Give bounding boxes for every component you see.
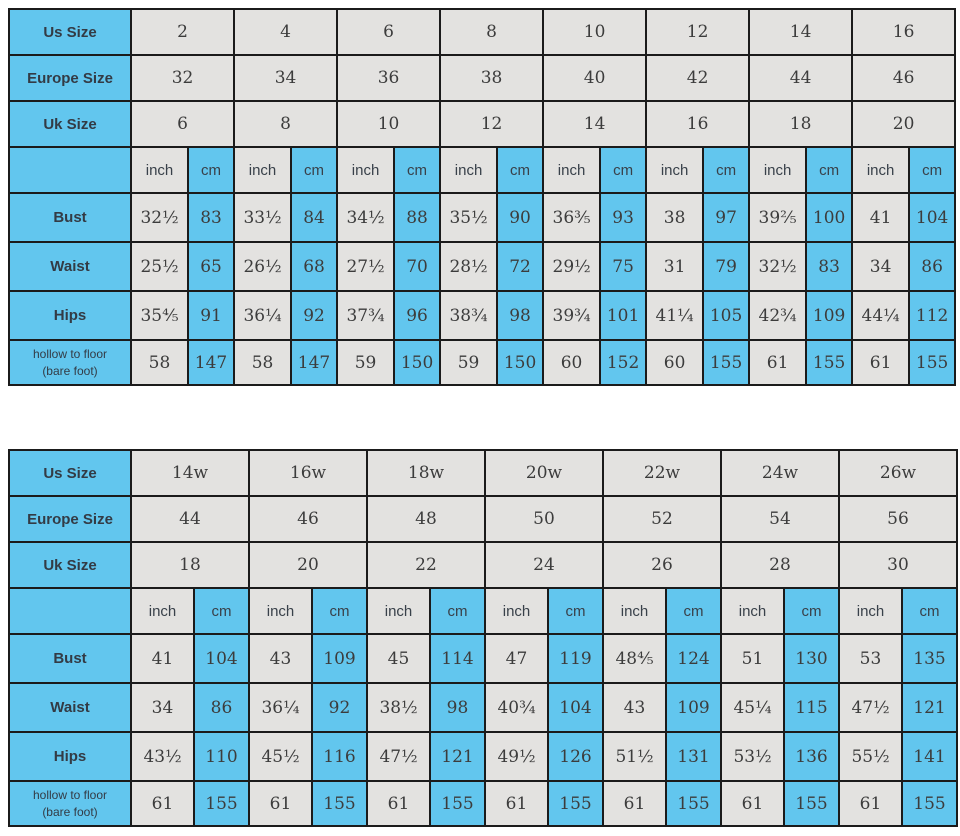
cm-value: 75 bbox=[600, 242, 646, 291]
size-value: 54 bbox=[721, 496, 839, 542]
inch-value: 32½ bbox=[749, 242, 806, 291]
size-value: 6 bbox=[337, 9, 440, 55]
inch-value: 37¾ bbox=[337, 291, 394, 340]
inch-value: 40¾ bbox=[485, 683, 548, 732]
size-value: 28 bbox=[721, 542, 839, 588]
row-label: Waist bbox=[9, 242, 131, 291]
cm-value: 150 bbox=[497, 340, 543, 385]
row-label: Bust bbox=[9, 193, 131, 242]
size-chart-table-standard bbox=[8, 8, 956, 386]
size-row bbox=[9, 496, 957, 542]
inch-value: 59 bbox=[440, 340, 497, 385]
size-value: 12 bbox=[440, 101, 543, 147]
cm-value: 92 bbox=[312, 683, 367, 732]
cm-value: 155 bbox=[784, 781, 839, 826]
inch-value: 58 bbox=[234, 340, 291, 385]
cm-value: 115 bbox=[784, 683, 839, 732]
size-value: 14w bbox=[131, 450, 249, 496]
size-value: 26 bbox=[603, 542, 721, 588]
cm-header: cm bbox=[194, 588, 249, 634]
row-label: Uk Size bbox=[9, 101, 131, 147]
row-label: Europe Size bbox=[9, 496, 131, 542]
cm-value: 155 bbox=[666, 781, 721, 826]
inch-value: 38½ bbox=[367, 683, 430, 732]
inch-value: 41¼ bbox=[646, 291, 703, 340]
measurement-row bbox=[9, 291, 955, 340]
inch-header: inch bbox=[749, 147, 806, 193]
cm-header: cm bbox=[600, 147, 646, 193]
inch-value: 34 bbox=[852, 242, 909, 291]
cm-value: 97 bbox=[703, 193, 749, 242]
cm-value: 155 bbox=[902, 781, 957, 826]
inch-value: 45¼ bbox=[721, 683, 784, 732]
inch-value: 36⅗ bbox=[543, 193, 600, 242]
measurement-row bbox=[9, 683, 957, 732]
cm-header: cm bbox=[784, 588, 839, 634]
cm-value: 98 bbox=[497, 291, 543, 340]
inch-header: inch bbox=[131, 588, 194, 634]
unit-row-label bbox=[9, 588, 131, 634]
row-label: Hips bbox=[9, 732, 131, 781]
inch-header: inch bbox=[721, 588, 784, 634]
cm-value: 152 bbox=[600, 340, 646, 385]
size-value: 20w bbox=[485, 450, 603, 496]
size-value: 42 bbox=[646, 55, 749, 101]
unit-row-label bbox=[9, 147, 131, 193]
row-label: Hips bbox=[9, 291, 131, 340]
cm-header: cm bbox=[188, 147, 234, 193]
inch-value: 47 bbox=[485, 634, 548, 683]
cm-value: 130 bbox=[784, 634, 839, 683]
size-value: 44 bbox=[749, 55, 852, 101]
cm-value: 147 bbox=[291, 340, 337, 385]
unit-header-row bbox=[9, 147, 955, 193]
size-row bbox=[9, 9, 955, 55]
cm-value: 109 bbox=[312, 634, 367, 683]
inch-value: 59 bbox=[337, 340, 394, 385]
cm-value: 112 bbox=[909, 291, 955, 340]
cm-header: cm bbox=[703, 147, 749, 193]
inch-value: 34½ bbox=[337, 193, 394, 242]
inch-header: inch bbox=[543, 147, 600, 193]
cm-header: cm bbox=[806, 147, 852, 193]
cm-header: cm bbox=[394, 147, 440, 193]
size-value: 16 bbox=[852, 9, 955, 55]
cm-value: 92 bbox=[291, 291, 337, 340]
cm-value: 150 bbox=[394, 340, 440, 385]
size-value: 40 bbox=[543, 55, 646, 101]
inch-header: inch bbox=[485, 588, 548, 634]
size-value: 10 bbox=[543, 9, 646, 55]
cm-value: 155 bbox=[806, 340, 852, 385]
row-label: Us Size bbox=[9, 450, 131, 496]
row-label: Uk Size bbox=[9, 542, 131, 588]
cm-value: 84 bbox=[291, 193, 337, 242]
cm-value: 126 bbox=[548, 732, 603, 781]
size-value: 10 bbox=[337, 101, 440, 147]
cm-header: cm bbox=[312, 588, 367, 634]
size-value: 36 bbox=[337, 55, 440, 101]
cm-value: 114 bbox=[430, 634, 485, 683]
inch-value: 48⅘ bbox=[603, 634, 666, 683]
row-label: Europe Size bbox=[9, 55, 131, 101]
size-value: 6 bbox=[131, 101, 234, 147]
cm-value: 100 bbox=[806, 193, 852, 242]
size-value: 14 bbox=[749, 9, 852, 55]
inch-value: 26½ bbox=[234, 242, 291, 291]
inch-value: 41 bbox=[852, 193, 909, 242]
cm-value: 65 bbox=[188, 242, 234, 291]
inch-value: 47½ bbox=[839, 683, 902, 732]
cm-value: 155 bbox=[703, 340, 749, 385]
inch-header: inch bbox=[367, 588, 430, 634]
row-label: Waist bbox=[9, 683, 131, 732]
size-value: 8 bbox=[440, 9, 543, 55]
cm-header: cm bbox=[430, 588, 485, 634]
inch-header: inch bbox=[337, 147, 394, 193]
cm-value: 155 bbox=[430, 781, 485, 826]
cm-value: 155 bbox=[909, 340, 955, 385]
size-value: 34 bbox=[234, 55, 337, 101]
inch-value: 53 bbox=[839, 634, 902, 683]
unit-header-row bbox=[9, 588, 957, 634]
inch-value: 60 bbox=[646, 340, 703, 385]
inch-header: inch bbox=[839, 588, 902, 634]
size-value: 22w bbox=[603, 450, 721, 496]
size-row bbox=[9, 101, 955, 147]
cm-value: 98 bbox=[430, 683, 485, 732]
cm-value: 136 bbox=[784, 732, 839, 781]
inch-value: 58 bbox=[131, 340, 188, 385]
inch-value: 43½ bbox=[131, 732, 194, 781]
size-value: 18w bbox=[367, 450, 485, 496]
inch-value: 28½ bbox=[440, 242, 497, 291]
cm-value: 68 bbox=[291, 242, 337, 291]
cm-value: 109 bbox=[806, 291, 852, 340]
cm-value: 101 bbox=[600, 291, 646, 340]
cm-header: cm bbox=[666, 588, 721, 634]
size-value: 2 bbox=[131, 9, 234, 55]
size-value: 8 bbox=[234, 101, 337, 147]
size-value: 14 bbox=[543, 101, 646, 147]
inch-header: inch bbox=[131, 147, 188, 193]
measurement-row bbox=[9, 242, 955, 291]
measurement-row bbox=[9, 781, 957, 826]
size-value: 20 bbox=[249, 542, 367, 588]
size-value: 38 bbox=[440, 55, 543, 101]
inch-value: 61 bbox=[249, 781, 312, 826]
size-value: 16 bbox=[646, 101, 749, 147]
size-value: 22 bbox=[367, 542, 485, 588]
row-label: hollow to floor (bare foot) bbox=[9, 340, 131, 385]
inch-value: 39⅖ bbox=[749, 193, 806, 242]
inch-header: inch bbox=[440, 147, 497, 193]
size-row bbox=[9, 542, 957, 588]
cm-value: 116 bbox=[312, 732, 367, 781]
inch-value: 42¾ bbox=[749, 291, 806, 340]
size-value: 56 bbox=[839, 496, 957, 542]
inch-value: 32½ bbox=[131, 193, 188, 242]
cm-value: 121 bbox=[430, 732, 485, 781]
inch-value: 53½ bbox=[721, 732, 784, 781]
row-label: Bust bbox=[9, 634, 131, 683]
measurement-row bbox=[9, 732, 957, 781]
cm-value: 155 bbox=[194, 781, 249, 826]
inch-value: 35½ bbox=[440, 193, 497, 242]
inch-value: 61 bbox=[852, 340, 909, 385]
cm-header: cm bbox=[902, 588, 957, 634]
size-value: 24w bbox=[721, 450, 839, 496]
inch-value: 61 bbox=[131, 781, 194, 826]
cm-value: 147 bbox=[188, 340, 234, 385]
measurement-row bbox=[9, 340, 955, 385]
inch-value: 61 bbox=[839, 781, 902, 826]
inch-header: inch bbox=[646, 147, 703, 193]
inch-value: 51½ bbox=[603, 732, 666, 781]
size-value: 52 bbox=[603, 496, 721, 542]
row-label: hollow to floor (bare foot) bbox=[9, 781, 131, 826]
cm-value: 93 bbox=[600, 193, 646, 242]
size-value: 46 bbox=[852, 55, 955, 101]
cm-header: cm bbox=[548, 588, 603, 634]
inch-value: 36¼ bbox=[234, 291, 291, 340]
inch-value: 41 bbox=[131, 634, 194, 683]
cm-value: 104 bbox=[548, 683, 603, 732]
cm-value: 110 bbox=[194, 732, 249, 781]
inch-header: inch bbox=[852, 147, 909, 193]
cm-value: 105 bbox=[703, 291, 749, 340]
cm-value: 79 bbox=[703, 242, 749, 291]
size-row bbox=[9, 450, 957, 496]
cm-value: 124 bbox=[666, 634, 721, 683]
size-value: 48 bbox=[367, 496, 485, 542]
cm-header: cm bbox=[497, 147, 543, 193]
row-label: Us Size bbox=[9, 9, 131, 55]
cm-value: 96 bbox=[394, 291, 440, 340]
size-row bbox=[9, 55, 955, 101]
inch-value: 33½ bbox=[234, 193, 291, 242]
size-value: 26w bbox=[839, 450, 957, 496]
size-value: 46 bbox=[249, 496, 367, 542]
cm-value: 135 bbox=[902, 634, 957, 683]
inch-value: 35⅘ bbox=[131, 291, 188, 340]
size-value: 18 bbox=[749, 101, 852, 147]
inch-value: 27½ bbox=[337, 242, 394, 291]
cm-value: 90 bbox=[497, 193, 543, 242]
inch-header: inch bbox=[234, 147, 291, 193]
cm-value: 70 bbox=[394, 242, 440, 291]
size-value: 30 bbox=[839, 542, 957, 588]
measurement-row bbox=[9, 634, 957, 683]
inch-value: 29½ bbox=[543, 242, 600, 291]
cm-value: 155 bbox=[312, 781, 367, 826]
inch-value: 61 bbox=[721, 781, 784, 826]
inch-value: 61 bbox=[367, 781, 430, 826]
cm-value: 83 bbox=[806, 242, 852, 291]
inch-value: 25½ bbox=[131, 242, 188, 291]
size-value: 4 bbox=[234, 9, 337, 55]
size-value: 16w bbox=[249, 450, 367, 496]
cm-value: 86 bbox=[194, 683, 249, 732]
inch-value: 34 bbox=[131, 683, 194, 732]
inch-value: 31 bbox=[646, 242, 703, 291]
cm-value: 131 bbox=[666, 732, 721, 781]
cm-value: 88 bbox=[394, 193, 440, 242]
inch-value: 61 bbox=[749, 340, 806, 385]
inch-value: 49½ bbox=[485, 732, 548, 781]
cm-value: 141 bbox=[902, 732, 957, 781]
inch-value: 36¼ bbox=[249, 683, 312, 732]
inch-header: inch bbox=[603, 588, 666, 634]
inch-value: 43 bbox=[603, 683, 666, 732]
cm-value: 104 bbox=[194, 634, 249, 683]
size-value: 12 bbox=[646, 9, 749, 55]
size-value: 20 bbox=[852, 101, 955, 147]
inch-value: 45 bbox=[367, 634, 430, 683]
size-value: 18 bbox=[131, 542, 249, 588]
inch-value: 61 bbox=[485, 781, 548, 826]
cm-value: 121 bbox=[902, 683, 957, 732]
size-value: 44 bbox=[131, 496, 249, 542]
size-value: 24 bbox=[485, 542, 603, 588]
cm-header: cm bbox=[291, 147, 337, 193]
cm-value: 109 bbox=[666, 683, 721, 732]
size-value: 32 bbox=[131, 55, 234, 101]
cm-header: cm bbox=[909, 147, 955, 193]
cm-value: 155 bbox=[548, 781, 603, 826]
inch-value: 61 bbox=[603, 781, 666, 826]
inch-value: 38 bbox=[646, 193, 703, 242]
inch-value: 39¾ bbox=[543, 291, 600, 340]
inch-value: 43 bbox=[249, 634, 312, 683]
cm-value: 72 bbox=[497, 242, 543, 291]
cm-value: 104 bbox=[909, 193, 955, 242]
inch-value: 55½ bbox=[839, 732, 902, 781]
measurement-row bbox=[9, 193, 955, 242]
inch-header: inch bbox=[249, 588, 312, 634]
cm-value: 86 bbox=[909, 242, 955, 291]
size-value: 50 bbox=[485, 496, 603, 542]
inch-value: 45½ bbox=[249, 732, 312, 781]
inch-value: 38¾ bbox=[440, 291, 497, 340]
cm-value: 119 bbox=[548, 634, 603, 683]
inch-value: 60 bbox=[543, 340, 600, 385]
inch-value: 51 bbox=[721, 634, 784, 683]
size-chart-table-plus bbox=[8, 449, 958, 827]
inch-value: 44¼ bbox=[852, 291, 909, 340]
inch-value: 47½ bbox=[367, 732, 430, 781]
cm-value: 91 bbox=[188, 291, 234, 340]
table-gap bbox=[8, 386, 960, 449]
cm-value: 83 bbox=[188, 193, 234, 242]
